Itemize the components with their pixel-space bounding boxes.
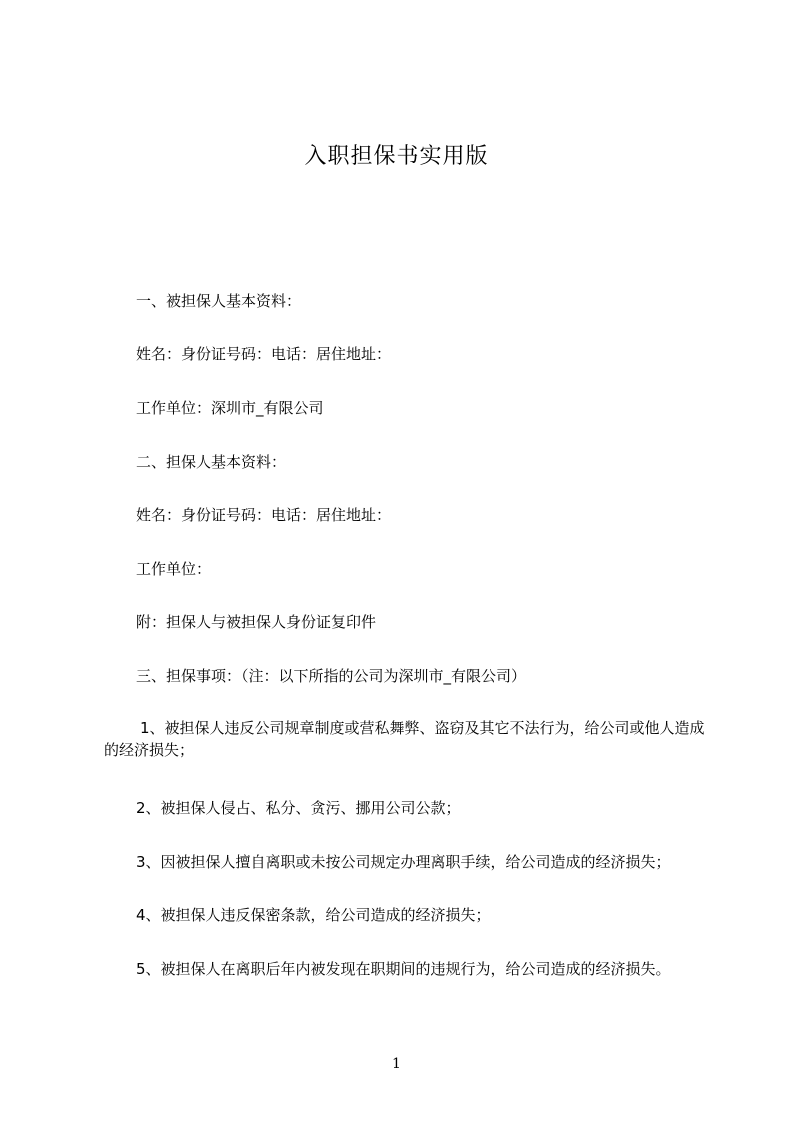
guarantee-item-5: 5、被担保人在离职后年内被发现在职期间的违规行为，给公司造成的经济损失。 bbox=[136, 960, 671, 978]
guarantee-item-4: 4、被担保人违反保密条款，给公司造成的经济损失； bbox=[136, 906, 491, 924]
guarantor-personal-fields: 姓名：身份证号码：电话：居住地址： bbox=[136, 506, 392, 524]
page-number: 1 bbox=[392, 1056, 401, 1072]
guarantee-item-1 bbox=[104, 717, 708, 761]
attachment-note: 附：担保人与被担保人身份证复印件 bbox=[136, 613, 377, 631]
insured-personal-fields: 姓名：身份证号码：电话：居住地址： bbox=[136, 345, 392, 363]
insured-employer-field: 工作单位：深圳市_有限公司 bbox=[136, 399, 324, 417]
section-heading-insured-info: 一、被担保人基本资料： bbox=[136, 292, 302, 310]
guarantee-item-2: 2、被担保人侵占、私分、贪污、挪用公司公款； bbox=[136, 799, 461, 817]
document-title: 入职担保书实用版 bbox=[304, 144, 489, 169]
guarantee-item-1-text: 1、被担保人违反公司规章制度或营私舞弊、盗窃及其它不法行为，给公司或他人造成的经济损失； bbox=[104, 719, 705, 759]
guarantor-employer-field: 工作单位： bbox=[136, 560, 212, 578]
guarantee-item-3: 3、因被担保人擅自离职或未按公司规定办理离职手续，给公司造成的经济损失； bbox=[136, 853, 671, 871]
section-heading-guarantor-info: 二、担保人基本资料： bbox=[136, 453, 287, 471]
section-heading-guarantee-items: 三、担保事项：（注：以下所指的公司为深圳市_有限公司） bbox=[136, 667, 527, 685]
